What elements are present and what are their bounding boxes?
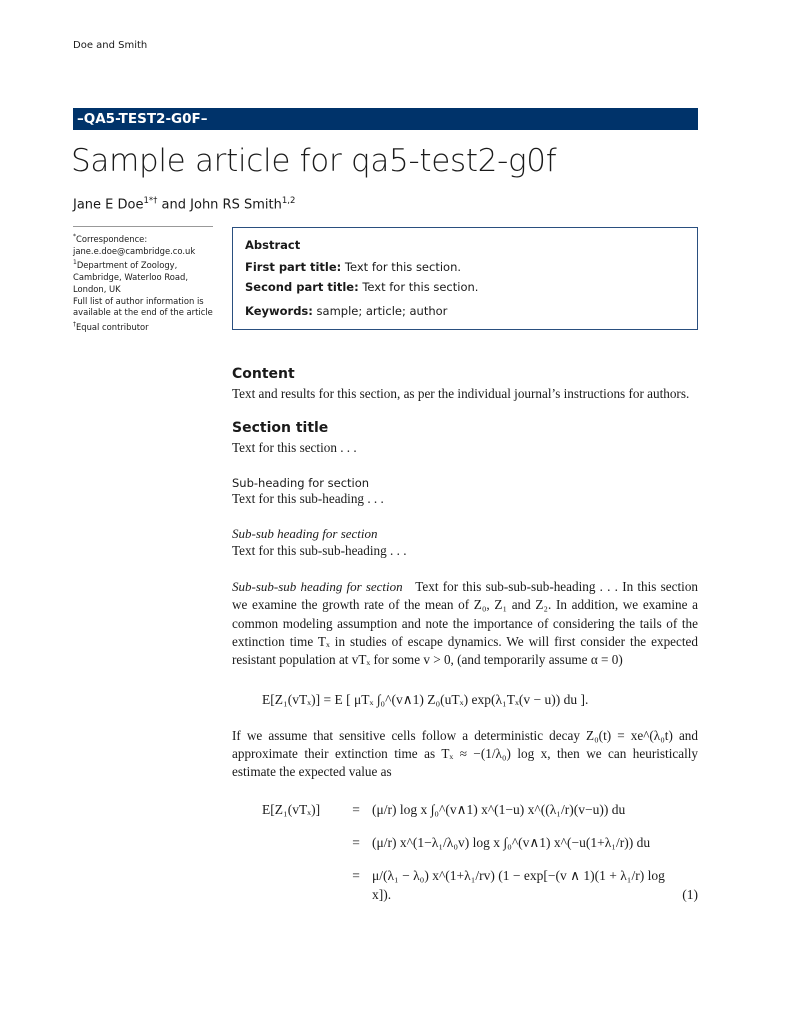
section-heading: Section title [232,420,329,437]
equation-expectation [262,690,698,709]
equation-relation: = [352,801,360,817]
email-link[interactable]: jane.e.doe@cambridge.co.uk [73,245,196,256]
paragraph: Text for this section . . . [232,440,357,456]
paragraph: Text for this sub-sub-heading . . . [232,542,407,558]
paragraph: Text for this sub-heading . . . [232,490,384,506]
equation-line-2: (μ/r) x^(1−λ₁/λ₀v) log x ∫₀^(v∧1) x^(−u(1+λ₁/r)) du [372,834,651,850]
paragraph: If we assume that sensitive cells follow a deterministic decay Z₀(t) = xe^(λ₀t) and approximate their extinction time as Tₓ ≈ −(1/λ₀) log x, then we can heuristically estimate the expected value as [232,727,698,780]
keywords: sample; article; author [316,304,448,318]
affiliation: Cambridge, Waterloo Road, [73,271,189,282]
equation-line-1: (μ/r) log x ∫₀^(v∧1) x^(1−u) x^((λ₁/r)(v−u)) du [372,801,626,817]
journal-banner: –QA5-TEST2-G0F– [73,108,698,130]
equation-aligned [262,800,698,918]
footnote-mark: 1 [73,259,77,267]
running-head: Doe and Smith [73,40,148,51]
affiliation: London, UK [73,283,121,294]
abstract-part-text: Text for this section. [362,280,479,294]
author-conjunction: and [161,197,187,213]
equation-rhs: [ μTₓ ∫₀^(v∧1) Z₀(uTₓ) exp(λ₁Tₓ(v − u)) du ]. [346,691,589,707]
author-list [73,196,295,212]
paragraph: Text for this sub-sub-sub-heading . . . In this section we examine the growth rate of the mean of Z₀, Z₁ and Z₂. In addition, we examine a common modeling assumption and note the importance of considering the tails of the extinction time Tₓ in studies of escape dynamics. We will first consider the expected resistant population at vTₓ for some v > 0, (and temporarily assume α = 0) [232,579,699,668]
equation-line-3: μ/(λ₁ − λ₀) x^(1+λ₁/rv) (1 − exp[−(v ∧ 1)(1 + λ₁/r) log x]). [372,867,665,902]
equation-relation: = [352,834,360,850]
full-list-note: Full list of author information is available at the end of the article [73,295,213,318]
equation-lhs: E[Z₁(vTₓ)] [262,801,321,817]
subsubsubheading: Sub-sub-sub heading for section [232,579,403,595]
author-name: John RS Smith [190,197,282,213]
abstract-heading: Abstract [245,238,301,252]
footnote-mark: * [73,233,76,240]
article-title: Sample article for qa5-test2-g0f [71,143,557,179]
footnote-mark: † [73,321,76,329]
abstract-part-title: Second part title: [245,280,359,294]
author-marks: 1,2 [281,196,296,206]
author-name: Jane E Doe [73,197,144,213]
abstract-part-title: First part title: [245,260,342,274]
equal-contributor-note: Equal contributor [76,321,149,332]
section-heading: Content [232,366,295,382]
abstract-part-text: Text for this section. [344,260,462,274]
equation-relation: = [352,867,360,883]
equation-number: (1) [682,886,698,902]
paragraph: Text and results for this section, as per the individual journal’s instructions for authors. [232,386,690,401]
keywords-label: Keywords: [245,304,313,318]
author-notes [73,226,213,334]
correspondence-label: Correspondence: [76,233,148,244]
article-body [232,366,698,918]
abstract-box [232,227,698,330]
subheading: Sub-heading for section [232,475,370,490]
affiliation: Department of Zoology, [76,260,178,271]
subsubheading: Sub-sub heading for section [232,525,378,541]
author-marks: 1*† [143,196,158,206]
equation-lhs: E[Z₁(vTₓ)] = E [262,691,343,707]
